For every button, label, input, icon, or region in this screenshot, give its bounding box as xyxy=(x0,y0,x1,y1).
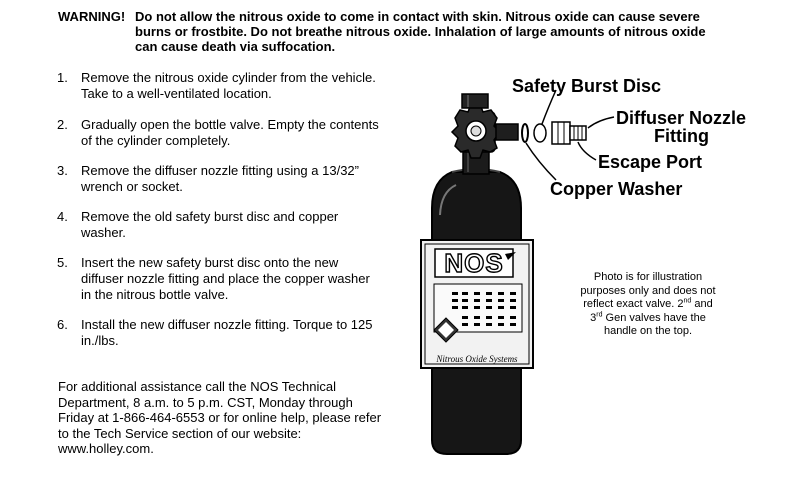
caption-line xyxy=(560,312,736,326)
step-text: wrench or socket. xyxy=(81,179,183,194)
step-number: 2. xyxy=(57,117,68,132)
caption-text: Gen valves have the xyxy=(602,311,706,324)
valve-outlet xyxy=(496,124,518,140)
warning-line-1: Do not allow the nitrous oxide to come in contact with skin. Nitrous oxide can cause severe xyxy=(135,9,700,24)
step-number: 3. xyxy=(57,163,68,178)
step-text: washer. xyxy=(81,225,126,240)
contact-line: Friday at 1-866-464-6553 or for online help, please refer xyxy=(58,410,382,425)
safety-burst-disc xyxy=(534,124,546,142)
photo-caption xyxy=(560,271,736,339)
step-text: Insert the new safety burst disc onto the new xyxy=(81,255,339,270)
contact-line: For additional assistance call the NOS Technical xyxy=(58,379,336,394)
warning-line-3: can cause death via suffocation. xyxy=(135,39,336,54)
step-text: in./lbs. xyxy=(81,333,119,348)
contact-line: www.holley.com. xyxy=(58,441,154,456)
caption-text: reflect exact valve. 2 xyxy=(583,298,684,310)
caption-line: handle on the top. xyxy=(603,325,693,337)
label-escape-port: Escape Port xyxy=(598,152,703,172)
copper-washer xyxy=(522,124,528,142)
caption-line: purposes only and does not xyxy=(580,284,716,297)
step-text: of the cylinder completely. xyxy=(81,133,231,148)
bottle-label-text: Nitrous Oxide Systems xyxy=(436,354,518,364)
step-number: 6. xyxy=(57,317,68,332)
label-copper-washer: Copper Washer xyxy=(550,179,683,199)
caption-line xyxy=(560,298,736,312)
step-number: 5. xyxy=(57,255,68,270)
step-text: Gradually open the bottle valve. Empty the contents xyxy=(81,117,379,132)
warning-line-2: burns or frostbite. Do not breathe nitrous oxide. Inhalation of large amounts of nitrous oxide xyxy=(135,24,706,39)
nos-logo: NOS xyxy=(444,248,504,278)
caption-superscript: nd xyxy=(683,297,692,305)
caption-text: 3 xyxy=(590,311,597,324)
step-text: Install the new diffuser nozzle fitting. Torque to 125 xyxy=(81,317,373,332)
contact-line: to the Tech Service section of our website: xyxy=(58,425,302,441)
label-diffuser-nozzle: Diffuser Nozzle xyxy=(616,108,747,128)
diffuser-fitting-hex xyxy=(552,122,570,144)
step-number: 4. xyxy=(57,209,68,224)
step-text: Remove the diffuser nozzle fitting using a 13/32” xyxy=(81,163,359,178)
warning-label: WARNING! xyxy=(58,9,126,24)
label-diffuser-fitting: Fitting xyxy=(654,126,709,146)
caption-line: Photo is for illustration xyxy=(593,271,703,283)
step-text: Remove the nitrous oxide cylinder from the vehicle. xyxy=(81,70,376,85)
leader-escape-port xyxy=(578,142,596,160)
caption-superscript: rd xyxy=(596,310,603,318)
contact-line: Department, 8 a.m. to 5 p.m. CST, Monday through xyxy=(58,394,353,410)
step-text: Remove the old safety burst disc and copper xyxy=(81,209,339,224)
label-safety-burst-disc: Safety Burst Disc xyxy=(512,76,662,96)
step-text: Take to a well-ventilated location. xyxy=(81,86,272,101)
step-number: 1. xyxy=(57,70,68,85)
step-text: diffuser nozzle fitting and place the copper washer xyxy=(81,271,370,286)
step-text: in the nitrous bottle valve. xyxy=(81,287,229,302)
caption-text: and xyxy=(691,298,713,310)
valve-top xyxy=(462,94,488,108)
leader-diffuser-nozzle xyxy=(588,117,614,128)
leader-copper-washer xyxy=(526,143,556,180)
